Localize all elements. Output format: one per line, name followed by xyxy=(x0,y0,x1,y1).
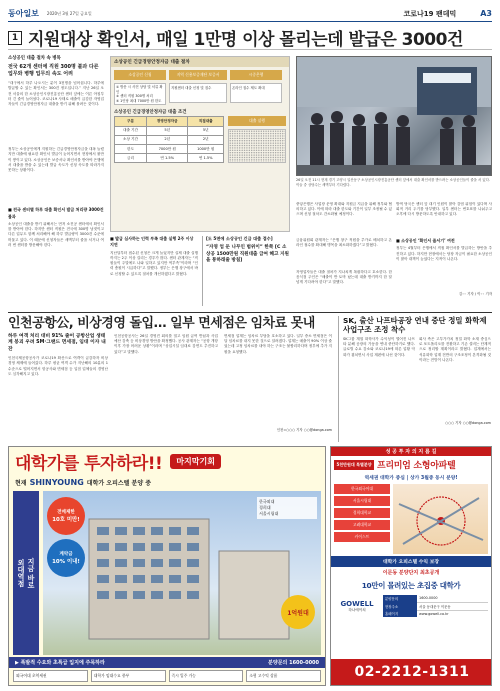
news-photo xyxy=(296,56,492,176)
list-item: 즉시 입주 가능 xyxy=(169,670,244,682)
list-item: 대학가 임대수요 풍부 xyxy=(91,670,166,682)
ad1-phone: 분양문의 1600-0000 xyxy=(268,660,319,666)
table-header: 구분 xyxy=(115,117,147,126)
col4-body1: 방역 당국은 센터 앞 대기 인원이 많아 감염 위험이 있다며 사회적 거리 두기를 당부했다. 일부 센터는 번호표를 나눠주고 오후에 다시 방문하도록 안내하고 있다. xyxy=(396,202,492,217)
col4 xyxy=(396,202,492,306)
photo-caption: 26일 오전 11시 현재 경기 고양시 일산동구 소상공인시장진흥공단 센터 앞에서 대출 확인서를 받으려는 소상공인들이 줄을 서 있다. 이들 중 상당수는 새벽부터 기다렸다. xyxy=(296,178,490,187)
story2-body3: 면세점 업계는 임차료 부담을 호소하고 있다. 일부 중소 면세점은 이달 임차료를 내지 못한 것으로 알려졌다. 업계는 매출이 90% 이상 줄었는데 고정 임차료를 내야 하는 구조는 불합리하다며 정부에 추가 지원을 요청했다. xyxy=(224,334,332,354)
ad1-circle-badge-1: 전매제한 10호 미만! xyxy=(47,497,85,535)
table-row: 소상 기간 2년 2년 xyxy=(115,135,224,144)
table-row: 대출 기간 5년 5년 xyxy=(115,126,224,135)
ad2-line3: 이문동 분양단지 최초공개 xyxy=(382,570,440,576)
ad2-big-text: 10만이 몰려있는 초집중 대학가 xyxy=(361,581,461,590)
flow-note-3: ③ 1인당 최대 7000만 원 한도 xyxy=(116,98,162,103)
story1-box2: ■ 발급 심사하는 인력 부족 대출 실행 2주 이상 지연 xyxy=(110,236,194,248)
table-title: 소상공인 긴급경영안정자금 대출 조건 xyxy=(114,110,187,116)
ad2-tag: 5천만원대 특별분양 xyxy=(334,460,374,470)
flow-step-1: 소상공인 신청 xyxy=(114,70,166,80)
ad2-logo: GOWELL xyxy=(340,599,374,608)
ad2-top-bar: 성 공 투 자 의 지 름 길 xyxy=(331,447,491,456)
ad1-badge: 마지막기회 xyxy=(170,454,221,469)
list-item: 외국어대 초역세권 xyxy=(13,670,88,682)
ad1-price-badge: 1억원대 xyxy=(281,595,315,629)
story3-body2: 회사 측은 고부가가치 정밀 화학 소재 중심으로 포트폴리오를 전환하고 기존 설비는 단계적으로 정리할 계획이라고 밝혔다. 업계에서는 석유화학 업계 전반의 구조조정이 본격화될 것이라는 전망이 나온다. xyxy=(419,337,491,362)
infographic-illustration xyxy=(228,129,286,163)
table-row: 금리 연 1.5% 연 1.5% xyxy=(115,154,224,163)
story2-headline: 인천공항公, 비상경영 돌입… 일부 면세점은 임차료 못내 xyxy=(8,316,315,331)
ad1-brand-suffix: 대학가 오피스텔 분양 중 xyxy=(86,479,152,487)
col4-byline: 김◦◦ 기자 / 이◦◦ 기자 xyxy=(458,292,492,297)
col4-subhead: ■ 소상공인 ‘확인서 줄서기’ 여전 xyxy=(396,238,455,243)
table-header: 직접대출 xyxy=(188,117,224,126)
flow-step-3: 시중은행 xyxy=(230,70,282,80)
ad2-line2: 대학가 오피스텔 수익 보장 xyxy=(331,556,491,567)
col3-body2: 금융위원회 관계자는 “은행 창구 직원을 추가로 배치하고 온라인 접수를 확대해 병목을 최소화하겠다”고 밝혔다. xyxy=(296,238,392,248)
story1-column xyxy=(8,56,104,306)
list-item: 서울시립대 xyxy=(334,496,390,506)
ad1-footer: ▶ 폭발적 수요와 초특급 입지에 주목하라 xyxy=(15,660,105,666)
list-item: 한국외대 xyxy=(259,499,275,504)
col3-body3: 자영업자들은 대출 절차가 지나치게 복잡하다고 호소한다. 한 음식점 주인은 “매출이 반 토막 났는데 대출 받기까지 한 달 넘게 기다려야 한다”고 말했다. xyxy=(296,270,392,285)
list-item: 카이스트 xyxy=(334,532,390,542)
ad1-side-top: 지금 바로 xyxy=(27,557,35,589)
loan-terms-table xyxy=(114,116,224,163)
list-item: 고려대학교 xyxy=(334,520,390,530)
list-item: 소형 고수익 상품 xyxy=(246,670,321,682)
col3-body1: 중앙은행은 사업장 운영 확대와 지원금 지급을 위해 정부와 협의하고 있다. 이에 따라 대출 한도와 기간이 일부 조정될 수 있으며 신청 절차도 간소화될 예정이다. xyxy=(296,202,392,217)
flow-step-5: 온라인 접수 제도 확대 xyxy=(230,83,282,103)
list-item: 경희대학교 xyxy=(334,508,390,518)
ad2-logo-sub: 하나에이치 xyxy=(348,607,366,612)
story1-body1: “대구에서 하루 나오시는 분이 3천명을 넘어섭니다. 하루에 발급할 수 있는 확인서는 300건 정도입니다.” 지난 26일 오전 서울의 한 소상공인시장진흥공단 센터 앞에는 이른 아침부터 긴 줄이 늘어섰다. 코로나19 사태로 매출이 급감한 자영업자들이 긴급경영안정자금 대출을 받기 위해 몰려든 것이다. xyxy=(8,81,104,107)
flow-step-2: 지역 신용보증재단 보증서 xyxy=(169,70,227,80)
table-row: 한도 7000만 원 1000만 원 xyxy=(115,144,224,153)
loan-process-infographic xyxy=(110,56,290,232)
section-title: 코로나19 팬데믹 xyxy=(403,9,457,18)
story1-subhead: 전국 62개 센터에 직원 300명 불과 다른 업무와 병행 업무의 속도 어려 xyxy=(8,64,99,77)
quote-sub: “자영 업 둔 나무인 범위이” 한쪽 [C 소상공 1500만원 직원대출 급여 혜고 지원을 통하래줄 방침] xyxy=(206,245,289,264)
main-headline xyxy=(8,26,492,50)
col3 xyxy=(296,202,392,306)
newspaper-logo: 동아일보 xyxy=(8,9,39,18)
story1-kicker: 소상공인 대출 절차 속 병목 xyxy=(8,56,61,61)
ad2-line1: 역세권 대학가 중심 | 상가 3월중 동시 분양! xyxy=(364,476,458,481)
ad2-phone: 02-2212-1311 xyxy=(331,659,492,685)
table-row: 홈페이지 www.gowell.co.kr xyxy=(385,611,449,616)
ad2-title: 프리미엄 소형아파텔 xyxy=(377,461,456,471)
story2-body1: 인천국제공항공사가 코로나19 확산으로 여객이 급감하자 비상경영 체제에 들어갔다. 하루 평균 여객 수가 지난해의 10분의 1 수준으로 떨어지면서 항공사와 면세점 등 입점 업체들의 경영난도 심각해지고 있다. xyxy=(8,356,108,376)
ad2-university-list xyxy=(334,484,390,554)
photo-crowd-illustration xyxy=(297,57,491,175)
story1-box1: ■ 전국 센터별 하루 대출 확인서 발급 처리량 3000건 불과 xyxy=(8,207,104,219)
table-header: 경영안정자금 xyxy=(147,117,188,126)
ad2-info-table xyxy=(383,595,488,617)
story3 xyxy=(338,316,492,442)
ad1-side-label xyxy=(13,491,39,655)
flow-note-1: ① 방문 시 사전 상담 및 서류 확인 xyxy=(116,85,163,94)
section-divider xyxy=(8,312,492,313)
ad1-circle-badge-2: 계약금 10% 이내! xyxy=(47,539,85,577)
ad1-headline: 대학가를 투자하라!! xyxy=(15,453,163,474)
quote-box xyxy=(202,236,290,306)
ad1-brand: SHINYOUNG xyxy=(29,477,84,487)
ad1-side-main: 외대역점 xyxy=(17,559,25,587)
advertisement-shinyoung xyxy=(8,446,326,686)
story1-body2: 정부는 소상공인에게 지원하는 긴급경영안정자금을 대폭 늘렸지만 대출에 필요한 확인서 발급이 늦어지면서 현장에서 불만이 쌓이고 있다. 소상공인은 보증서나 확인서를 받아야 은행에서 대출을 받을 수 있는데 발급 속도가 신청 속도를 따라가지 못하는 상황이다. xyxy=(8,147,104,173)
story2-body2: 인천공항공사는 26일 경영진 회의를 열고 임원 급여 반납과 사업 예산 감축 등 비상경영 방안을 확정했다. 공사 관계자는 “공항 개항 이후 가장 어려운 상황”이라며 “상업시설 임대료 감면도 추진하고 있다”고 말했다. xyxy=(114,334,218,354)
flow-title: 소상공인 긴급경영안정자금 대출 절차 xyxy=(111,57,289,67)
story3-byline: ○○○ 기자 ○○@donga.com xyxy=(445,421,491,425)
page-number: A3 xyxy=(480,9,492,18)
story1-body4: 지난달부터 접수된 신청은 크게 늘었지만 실제 대출 실행까지는 2주 이상 걸리는 경우가 많다. 센터 관계자는 “직원들이 주말에도 나와 일하고 있지만 역부족”이라며 “인력 충원이 시급하다”고 말했다. 정부는 은행 창구에서 바로 신청할 수 있도록 절차를 개선하겠다고 밝혔다. xyxy=(110,250,198,276)
list-item: 한국외국어대 xyxy=(334,484,390,494)
masthead xyxy=(8,6,492,22)
story2-byline: 인천=○○○ 기자 ○○@donga.com xyxy=(276,428,332,432)
advertisement-gowell xyxy=(330,446,492,686)
story3-headline: SK, 출산 나프타공장 연내 중단 정밀 화학제 사업구조 조정 착수 xyxy=(343,316,487,334)
ad2-logo-block xyxy=(334,600,380,613)
flow-step-6: 대출 실행 xyxy=(228,116,286,126)
ad2-map-image xyxy=(393,484,488,554)
flow-note-2: ② 센터 직원 300명 처리 xyxy=(116,94,153,99)
story2 xyxy=(8,316,332,442)
list-item: 서울시립대 xyxy=(259,511,279,516)
headline-text: 지원대상 확인서, 매일 1만명 이상 몰리는데 발급은 3000건 xyxy=(28,30,463,50)
col4-body2: 정부는 4월부터 은행에서 직접 확인서를 발급하는 방안을 추진하고 있다. 하지만 현장에서는 당장 자금이 필요한 소상공인이 많아 대책이 늦었다는 지적이 나온다. xyxy=(396,246,492,261)
headline-number: 1 xyxy=(8,31,22,45)
story1-body3: 소상공인 대출을 받기 위해서는 먼저 소진공 센터에서 확인서를 받아야 한다. 하지만 센터 직원은 전국에 300명 남짓이고 다른 업무도 함께 처리해야 해 하루 발급량이 3000건 수준에 머물고 있다. 이 때문에 신청자들은 새벽부터 줄을 서거나 여러 번 센터를 방문해야 한다. xyxy=(8,222,104,247)
table-row: 분양문의 1600-0000 xyxy=(383,595,488,602)
ad1-building-image xyxy=(43,491,321,655)
list-item: 경희대 xyxy=(259,505,271,510)
ad1-feature-list xyxy=(9,668,325,684)
story1-column-2 xyxy=(110,236,198,306)
ad1-bullets xyxy=(257,497,317,519)
story2-subhead: 하루 여객 처리 대비 91% 줄어 공항산업 생태계 붕괴 우려 SM·그랜드 면세점, 임대 이자 내 잔 xyxy=(8,334,106,352)
story3-body1: SK그룹 계열 화학사가 수익성이 떨어진 나프타 분해 공장의 가동을 연내 중단하기로 했다. 글로벌 수요 감소와 코로나19에 따른 업황 악화가 겹치면서 사업 재편에 나선 것이다. xyxy=(343,337,415,357)
flow-step-4: 지원센터 대출 신청 및 접수 xyxy=(169,83,227,103)
table-row: 현장주소 서울 동대문구 이문동 xyxy=(383,602,488,610)
ad1-brand-prefix: 현재 xyxy=(15,479,27,487)
quote-text: [도 5면에 소상공인 긴급 대출 접수] xyxy=(206,236,273,241)
issue-date: 2020년 3월 27일 금요일 xyxy=(46,10,92,16)
